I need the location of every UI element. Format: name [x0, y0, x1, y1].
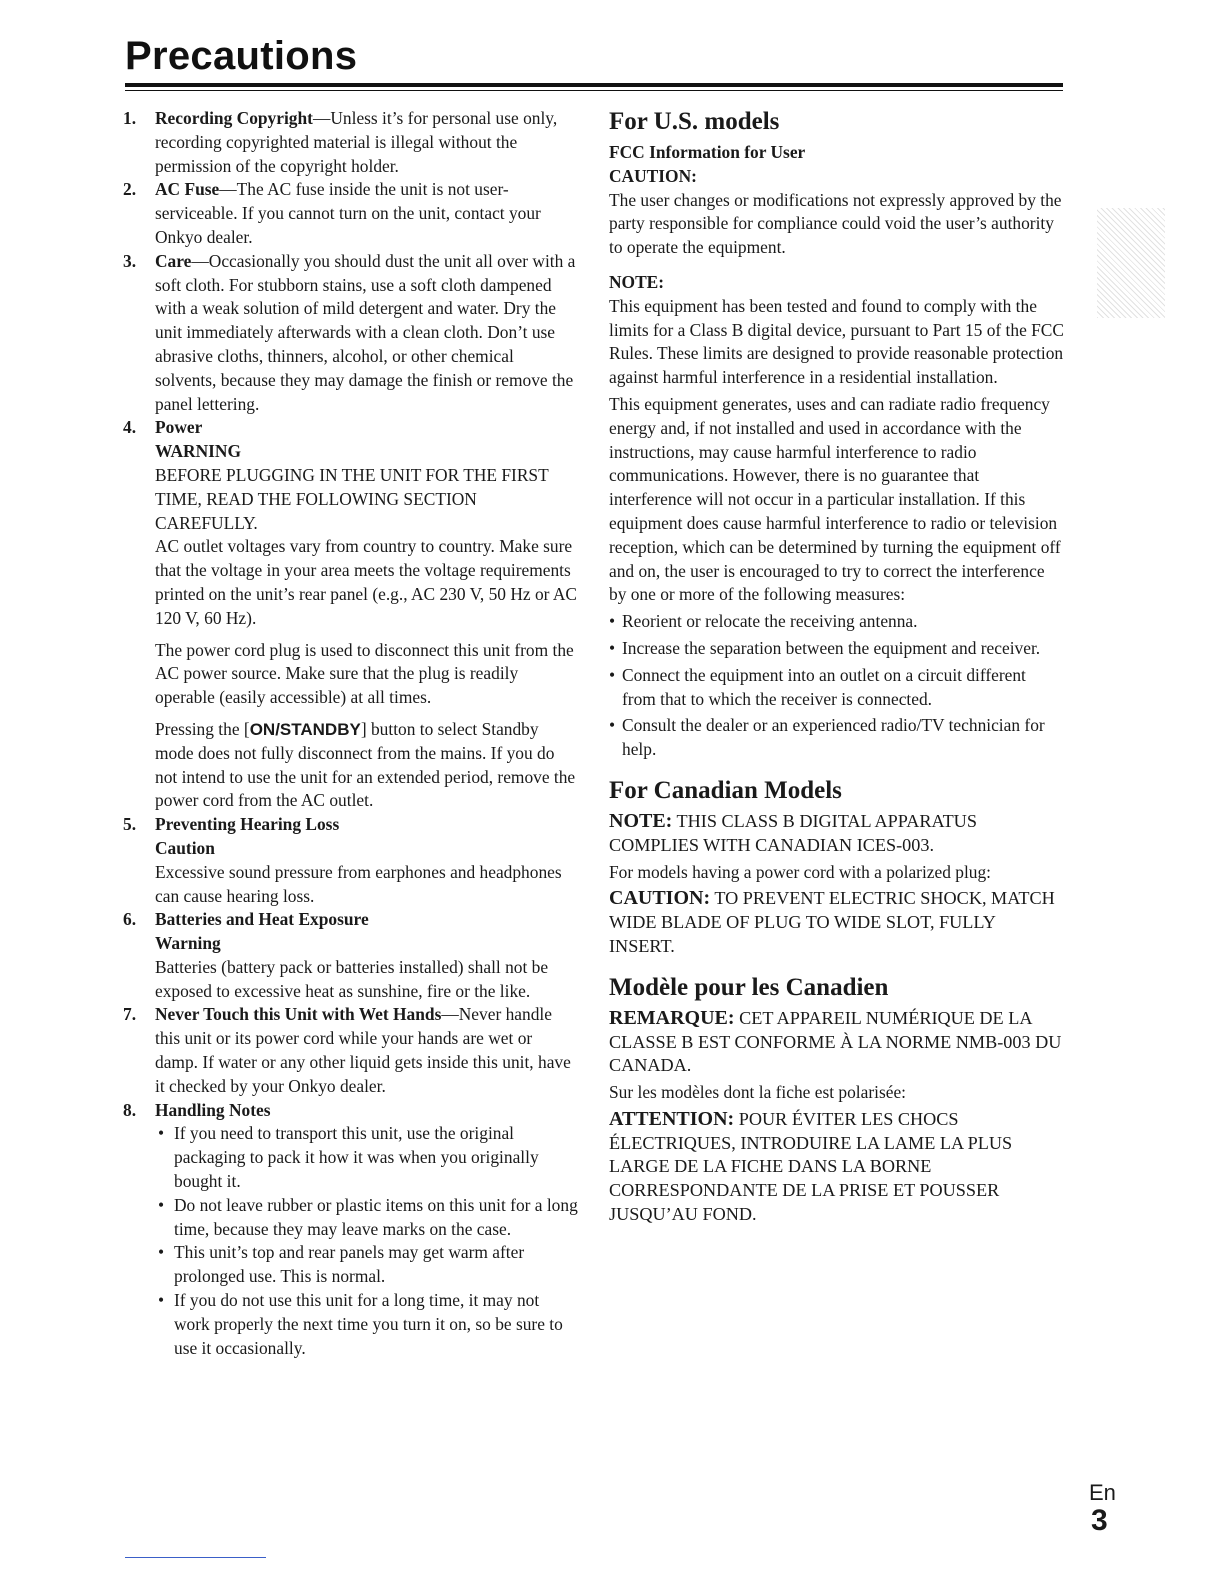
item-number: 6. — [123, 909, 137, 930]
item-title: Handling Notes — [155, 1099, 271, 1120]
item-title: Care — [155, 250, 192, 271]
note-label: NOTE: — [609, 271, 665, 292]
item-text: —The AC fuse inside the unit is not user-serviceable. If you cannot turn on the unit, contact your Onkyo dealer. — [155, 179, 541, 247]
warning-label: WARNING — [155, 441, 241, 462]
item-text: —Unless it’s for personal use only, recording copyrighted material is illegal without the permission of the copyright holder. — [155, 108, 558, 176]
bullet-item: • This unit’s top and rear panels may get warm after prolonged use. This is normal. — [155, 1241, 578, 1289]
precautions-list — [123, 107, 578, 1360]
modele-canadien-heading: Modèle pour les Canadien — [609, 973, 889, 1001]
footer-line — [125, 1557, 266, 1558]
note-paragraph-2: This equipment generates, uses and can radiate radio frequency energy and, if not installed and used in accordance with the instructions, may cause harmful interference to radio communications. However, there is no guarantee that interference will not occur in a particular installation. If this equipment does cause harmful interference to radio or television reception, which can be determined by turning the equipment off and on, the user is encouraged to try to correct the interference by one or more of the following measures: — [609, 393, 1061, 605]
remarque-label: REMARQUE: — [609, 1006, 735, 1029]
item-title: AC Fuse — [155, 179, 220, 200]
item-number: 4. — [123, 417, 137, 438]
list-item — [123, 178, 578, 249]
item-title: Never Touch this Unit with Wet Hands — [155, 1004, 442, 1025]
bullet-item: • Reorient or relocate the receiving antenna. — [609, 610, 1064, 634]
side-tab-marker — [1097, 208, 1165, 318]
list-item — [123, 1003, 578, 1098]
item-number: 3. — [123, 250, 137, 271]
page-number: 3 — [1091, 1504, 1108, 1537]
attention-text: POUR ÉVITER LES CHOCS ÉLECTRIQUES, INTRODUIRE LA LAME LA PLUS LARGE DE LA FICHE DANS LA BORNE CORRESPONDANTE DE LA PRISE ET POUSSER JUSQU’AU FOND. — [609, 1108, 1013, 1225]
bullet-item: • Consult the dealer or an experienced radio/TV technician for help. — [609, 714, 1064, 762]
attention-label: ATTENTION: — [609, 1107, 735, 1130]
language-label: En — [1089, 1480, 1116, 1505]
title-rule-thick — [125, 83, 1063, 87]
list-item — [123, 107, 578, 178]
remarque — [609, 1007, 1064, 1078]
item-text: Batteries (battery pack or batteries installed) shall not be exposed to excessive heat as sunshine, fire or the like. — [155, 956, 549, 1001]
right-column — [609, 107, 1064, 1227]
attention — [609, 1108, 1064, 1227]
on-standby-button-label: ON/STANDBY — [249, 719, 361, 739]
left-column — [123, 107, 578, 1360]
note-label: NOTE: — [609, 809, 673, 832]
item-text: —Occasionally you should dust the unit all over with a soft cloth. For stubborn stains, use a soft cloth dampened with a weak solution of mild detergent and water. Dry the unit immediately afterwards with a clean cloth. Don’t use abrasive cloths, thinners, alcohol, or other chemical solvents, because they may damage the finish or remove the panel lettering. — [155, 250, 576, 414]
canadian-caution-text: TO PREVENT ELECTRIC SHOCK, MATCH WIDE BLADE OF PLUG TO WIDE SLOT, FULLY INSERT. — [609, 888, 1055, 956]
warning-label: Warning — [155, 933, 221, 954]
bullet-item: • If you need to transport this unit, use the original packaging to pack it how it was when you originally bought it. — [155, 1122, 578, 1193]
list-item — [123, 416, 578, 813]
list-item — [123, 813, 578, 908]
item-number: 8. — [123, 1099, 137, 1120]
canadian-models-heading: For Canadian Models — [609, 776, 842, 804]
list-item — [123, 908, 578, 1003]
item-number: 1. — [123, 108, 137, 128]
us-models-heading: For U.S. models — [609, 108, 780, 135]
polarized-plug-text: For models having a power cord with a polarized plug: — [609, 861, 992, 882]
bullet-item: • If you do not use this unit for a long time, it may not work properly the next time you turn it on, so be sure to use it occasionally. — [155, 1289, 578, 1360]
handling-notes-list — [155, 1122, 578, 1360]
fiche-polarisee-text: Sur les modèles dont la fiche est polarisée: — [609, 1082, 907, 1103]
bullet-item: • Do not leave rubber or plastic items on this unit for a long time, because they may leave marks on the case. — [155, 1194, 578, 1242]
canadian-note — [609, 810, 1064, 858]
remarque-text: CET APPAREIL NUMÉRIQUE DE LA CLASSE B EST CONFORME À LA NORME NMB-003 DU CANADA. — [609, 1007, 1062, 1076]
item-number: 5. — [123, 814, 137, 835]
standby-text-post: ] button to select Standby mode does not fully disconnect from the mains. If you do not intend to use the unit for an extended period, remove the power cord from the AC outlet. — [155, 718, 576, 811]
power-plug-text: The power cord plug is used to disconnect this unit from the AC power source. Make sure that the plug is readily operable (easily accessible) at all times. — [155, 639, 574, 708]
power-voltage-text: AC outlet voltages vary from country to country. Make sure that the voltage in your area meets the voltage requirements printed on the unit’s rear panel (e.g., AC 230 V, 50 Hz or AC 120 V, 60 Hz). — [155, 536, 577, 628]
item-text: Excessive sound pressure from earphones and headphones can cause hearing loss. — [155, 861, 562, 906]
caution-label: CAUTION: — [609, 165, 697, 186]
item-number: 2. — [123, 179, 137, 200]
bullet-item: • Connect the equipment into an outlet on a circuit different from that to which the receiver is connected. — [609, 664, 1064, 712]
canadian-caution — [609, 887, 1064, 958]
note-paragraph-1: This equipment has been tested and found to comply with the limits for a Class B digital device, pursuant to Part 15 of the FCC Rules. These limits are designed to provide reasonable protection against harmful interference in a residential installation. — [609, 295, 1065, 388]
bullet-item: • Increase the separation between the equipment and receiver. — [609, 637, 1064, 661]
caution-label: CAUTION: — [609, 887, 711, 910]
list-item — [123, 250, 578, 417]
caution-text: The user changes or modifications not expressly approved by the party responsible for compliance could void the user’s authority to operate the equipment. — [609, 189, 1062, 258]
item-title: Batteries and Heat Exposure — [155, 909, 369, 930]
warning-caps-text: BEFORE PLUGGING IN THE UNIT FOR THE FIRST TIME, READ THE FOLLOWING SECTION CAREFULLY. — [155, 464, 549, 533]
item-text: —Never handle this unit or its power cord while your hands are wet or damp. If water or any other liquid gets inside this unit, have it checked by your Onkyo dealer. — [155, 1004, 571, 1096]
item-title: Recording Copyright — [155, 108, 313, 128]
page-title: Precautions — [125, 34, 358, 78]
list-item — [123, 1099, 578, 1361]
item-title: Power — [155, 417, 203, 438]
standby-text — [155, 718, 578, 813]
item-number: 7. — [123, 1004, 137, 1025]
fcc-info-heading: FCC Information for User — [609, 142, 806, 162]
title-rule-thin — [125, 90, 1063, 91]
fcc-measures-list — [609, 610, 1064, 762]
standby-text-pre: Pressing the [ — [155, 718, 250, 739]
item-title: Preventing Hearing Loss — [155, 814, 340, 835]
canadian-note-text: THIS CLASS B DIGITAL APPARATUS COMPLIES WITH CANADIAN ICES-003. — [609, 810, 977, 855]
caution-label: Caution — [155, 837, 215, 858]
